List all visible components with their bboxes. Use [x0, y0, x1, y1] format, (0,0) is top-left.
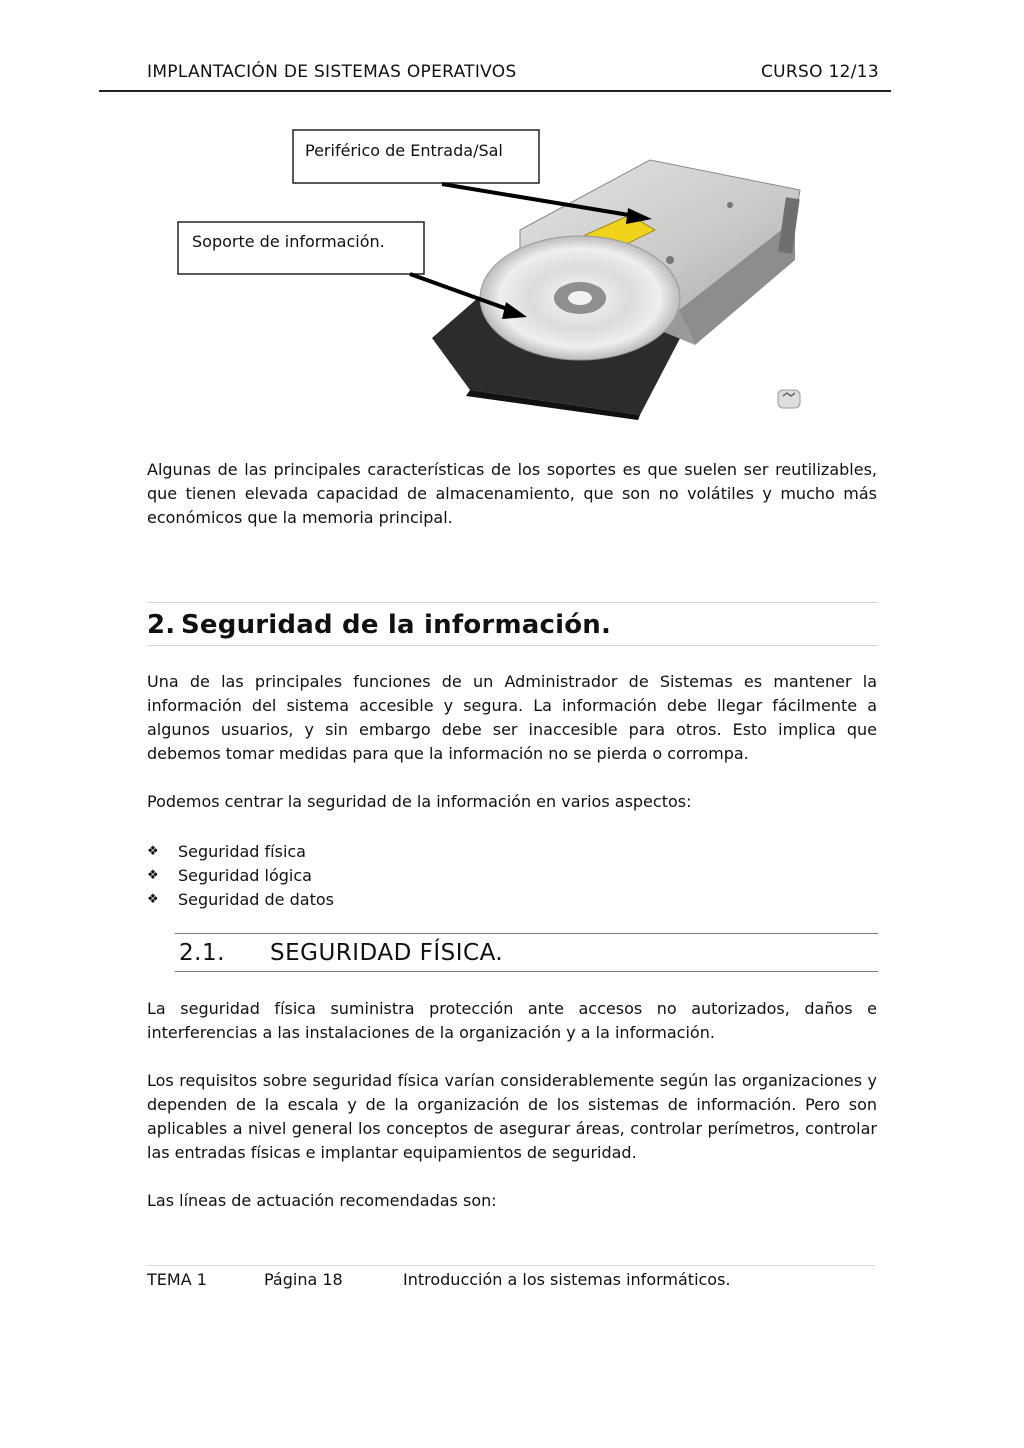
header-title: IMPLANTACIÓN DE SISTEMAS OPERATIVOS	[147, 62, 517, 82]
list-item	[147, 864, 334, 888]
callout-support-label: Soporte de información.	[192, 232, 385, 251]
optical-drive-figure	[170, 120, 830, 430]
footer-subject: Introducción a los sistemas informáticos.	[403, 1270, 731, 1289]
section2-rule-top	[147, 602, 878, 603]
section2-title: Seguridad de la información.	[181, 610, 612, 640]
paragraph-requirements: Los requisitos sobre seguridad física varían considerablemente según las organizaciones y dependen de la escala y de la organización de los sistemas de información. Pero son aplicables a nivel general los conceptos de asegurar áreas, controlar perímetros, controlar las entradas físicas e implantar equipamientos de seguridad.	[147, 1071, 877, 1162]
paragraph-security-aspects: Podemos centrar la seguridad de la información en varios aspectos:	[147, 792, 692, 811]
paragraph-action-lines: Las líneas de actuación recomendadas son:	[147, 1191, 497, 1210]
section21-title: SEGURIDAD FÍSICA.	[270, 940, 504, 966]
section21-rule-bottom	[175, 971, 878, 972]
diamond-bullet-icon: ❖	[147, 844, 159, 859]
diamond-bullet-icon: ❖	[147, 892, 159, 907]
section2-rule-bottom	[147, 645, 878, 646]
section21-number: 2.1.	[179, 940, 225, 966]
header-divider	[99, 90, 891, 92]
section21-heading	[179, 940, 503, 966]
footer-divider	[147, 1265, 875, 1266]
header-course: CURSO 12/13	[761, 62, 879, 82]
list-item-label: Seguridad de datos	[178, 890, 334, 909]
section2-number: 2.	[147, 610, 176, 640]
list-item	[147, 840, 334, 864]
drive-image	[432, 160, 800, 420]
footer-page-number: Página 18	[264, 1270, 343, 1289]
diamond-bullet-icon: ❖	[147, 868, 159, 883]
paragraph-physical-security: La seguridad física suministra protección ante accesos no autorizados, daños e interferencias a las instalaciones de la organización y a la información.	[147, 999, 877, 1042]
section21-rule-top	[175, 933, 878, 934]
paragraph-admin-role: Una de las principales funciones de un Administrador de Sistemas es mantener la información del sistema accesible y segura. La información debe llegar fácilmente a algunos usuarios, y sin embargo debe ser inaccesible para otros. Esto implica que debemos tomar medidas para que la información no se pierda o corrompa.	[147, 672, 877, 763]
security-aspects-list	[147, 840, 334, 912]
list-item	[147, 888, 334, 912]
list-item-label: Seguridad física	[178, 842, 306, 861]
list-item-label: Seguridad lógica	[178, 866, 312, 885]
callout-peripheral-label: Periférico de Entrada/Sal	[305, 141, 503, 160]
footer-topic: TEMA 1	[147, 1270, 207, 1289]
section2-heading	[147, 610, 611, 640]
paragraph-storage-features: Algunas de las principales características de los soportes es que suelen ser reutilizables, que tienen elevada capacidad de almacenamiento, que son no volátiles y mucho más económicos que la memoria principal.	[147, 460, 877, 527]
